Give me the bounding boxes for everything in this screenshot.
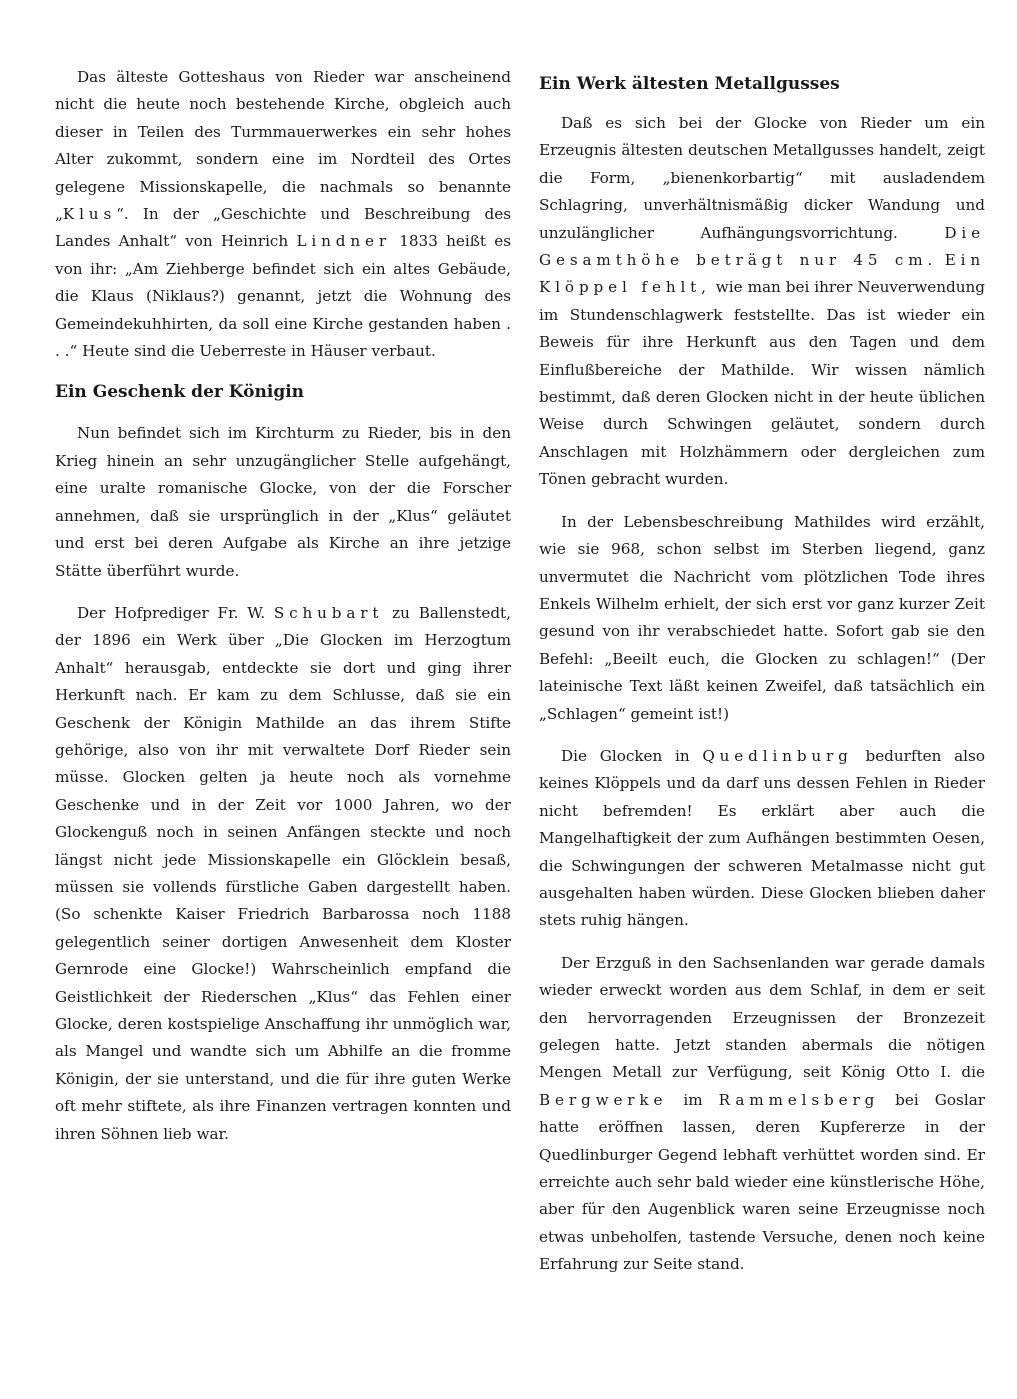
text-run: zu Ballenstedt, der 1896 ein Werk über „Die Glocken im Herzogtum Anhalt“ herausgab, entdeckte sie dort und ging ihrer Herkunft nach. Er kam zu dem Schlusse, daß sie ein Geschenk der Königin Mathilde an das ihrem Stifte gehörige, also von ihr mit verwaltete Dorf Rieder sein müsse. Glocken gelten ja heute noch als vornehme Geschenke und in der Zeit vor 1000 Jahren, wo der Glockenguß noch in seinen Anfängen steckte und noch längst nicht jede Missionskapelle ein Glöcklein besaß, müssen sie vollends fürstliche Gaben dargestellt haben. (So schenkte Kaiser Friedrich Barbarossa noch 1188 gelegentlich seiner dortigen Anwesenheit dem Kloster Gernrode eine Glocke!) Wahrscheinlich empfand die Geistlichkeit der Riederschen „Klus“ das Fehlen einer Glocke, deren kostspielige Anschaffung ihr unmöglich war, als Mangel und wandte sich um Abhilfe an die fromme Königin, der sie unterstand, und die für ihre guten Werke oft mehr stiftete, als ihre Finanzen vertragen konnten und ihren Söhnen lieb war.	[55, 603, 511, 1143]
paragraph-mathilde-biography: In der Lebensbeschreibung Mathildes wird erzählt, wie sie 968, schon selbst im Sterben liegend, ganz unvermutet die Nachricht vom plötzlichen Tode ihres Enkels Wilhelm erhielt, der sich erst vor ganz kurzer Zeit gesund von ihr verabschiedet hatte. Sofort gab sie den Befehl: „Beeilt euch, die Glocken zu schlagen!“ (Der lateinische Text läßt keinen Zweifel, daß tatsächlich ein „Schlagen“ gemeint ist!)	[539, 512, 985, 723]
text-run: 1833 heißt es von ihr: „Am Ziehberge befindet sich ein altes Gebäude, die Klaus (Niklaus?) genannt, jetzt die Wohnung des Gemeindekuhhirten, da soll eine Kirche gestanden haben . . .“ Heute sind die Ueberreste in Häuser verbaut.	[55, 232, 511, 361]
section-heading-metal-casting: Ein Werk ältesten Metallgusses	[539, 74, 840, 94]
text-run: bei Goslar hatte eröffnen lassen, deren Kupfererze in der Quedlinburger Gegend lebhaft verhüttet worden sind. Er erreichte auch sehr bald wieder eine künstlerische Höhe, aber für den Augenblick waren seine Erzeugnisse noch etwas unbeholfen, tastende Versuche, denen noch keine Erfahrung zur Seite stand.	[539, 1090, 986, 1274]
paragraph-bell-form	[539, 110, 985, 494]
text-run: Der Erzguß in den Sachsenlanden war gerade damals wieder erweckt worden aus dem Schlaf, in dem er seit den hervorragenden Erzeugnissen der Bronzezeit gelegen hatte. Jetzt standen abermals die nötigen Mengen Metall zur Verfügung, seit König Otto I. die	[539, 953, 985, 1082]
paragraph-bell-in-tower: Nun befindet sich im Kirchturm zu Rieder, bis in den Krieg hinein an sehr unzugänglicher Stelle aufgehängt, eine uralte romanische Glocke, von der die Forscher annehmen, daß sie ursprünglich in der „Klus“ geläutet und erst bei deren Aufgabe als Kirche an ihre jetzige Stätte überführt wurde.	[55, 424, 511, 580]
spaced-text-clapper: Ein Klöppel fehlt,	[539, 251, 986, 297]
paragraph-ore-casting	[539, 950, 985, 1279]
text-run: Das älteste Gotteshaus von Rieder war anscheinend nicht die heute noch bestehende Kirche, obgleich auch dieser in Teilen des Turmmauerwerkes ein sehr hohes Alter zukommt, sondern eine im Nordteil des Ortes gelegene Missionskapelle, die nachmals so benannte „	[55, 68, 511, 224]
spaced-text-schubart: Schubart	[273, 603, 384, 622]
spaced-text-quedlinburg: Quedlinburg	[702, 746, 853, 765]
text-run: wie man bei ihrer Neuverwendung im Stundenschlagwerk feststellte. Das ist wieder ein Beweis für ihre Herkunft aus den Tagen und dem Einflußbereiche der Mathilde. Wir wissen nämlich bestimmt, daß deren Glocken nicht in der heute üblichen Weise durch Schwingen geläutet, sondern durch Anschlagen mit Holzhämmern oder dergleichen zum Tönen gebracht wurden.	[539, 278, 985, 489]
paragraph-oldest-church	[55, 64, 511, 365]
text-run: Der Hofprediger Fr. W.	[77, 603, 274, 622]
text-run: Die Glocken in	[561, 746, 703, 765]
spaced-text-bergwerke: Bergwerke	[539, 1090, 668, 1109]
spaced-text-klus: Klus	[62, 205, 117, 224]
spaced-text-height: Die Gesamthöhe beträgt nur 45 cm.	[539, 223, 985, 270]
text-run: bedurften also keines Klöppels und da darf uns dessen Fehlen in Rieder nicht befremden! Es erklärt aber auch die Mangelhaftigkeit der zum Aufhängen bestimmten Oesen, die Schwingungen der schweren Metalmasse nicht gut ausgehalten haben würden. Diese Glocken blieben daher stets ruhig hängen.	[539, 746, 985, 930]
text-run: im	[667, 1090, 719, 1109]
text-run	[937, 251, 945, 269]
text-run: “. In der „Geschichte und Beschreibung des Landes Anhalt“ von Heinrich	[55, 205, 511, 251]
section-heading-gift: Ein Geschenk der Königin	[55, 382, 305, 403]
paragraph-quedlinburg	[539, 743, 985, 935]
spaced-text-lindner: Lindner	[296, 232, 391, 251]
left-column	[55, 64, 511, 1163]
text-run: Daß es sich bei der Glocke von Rieder um ein Erzeugnis ältesten deutschen Metallgusses handelt, zeigt die Form, „bienenkorbartig“ mit ausladendem Schlagring, unverhältnismäßig dicker Wandung und unzulänglicher Aufhängungsvorrichtung.	[539, 114, 985, 242]
spaced-text-rammelsberg: Rammelsberg	[718, 1090, 880, 1109]
paragraph-schubart	[55, 600, 511, 1148]
right-column	[539, 64, 985, 1294]
